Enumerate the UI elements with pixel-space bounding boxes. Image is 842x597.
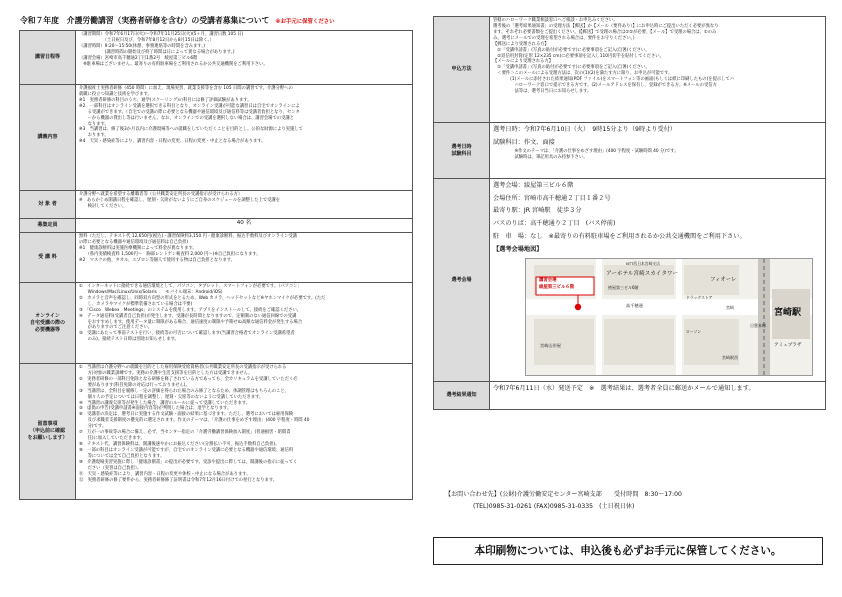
text-line: 【メールにより受理される方】 <box>493 59 554 65</box>
text-line: Windows/Mac/Linux/Unix/Solaris モバイル端末：Android/iOS) <box>79 289 223 295</box>
text-line: ③ 「Cisco Webex Meetings」のシステムを使用します。アプリをインストールして、接続をご確認ください。 <box>79 307 302 313</box>
text-line: ハローワーク窓口で提示できる方です。(2)メールアドレスを保有し、登録ができる方。※メールの受信方 <box>493 83 717 89</box>
section-row <box>20 233 413 283</box>
text-line: ※作文のテーマは、「介護の仕事をめざす理由」(400 字程度・試験時間 40 分)です。 <box>493 149 679 155</box>
text-line: 試験時は、筆記用具のみ持参下さい。 <box>493 155 588 161</box>
text-line: ださい（実習は自己負担）。 <box>79 465 142 471</box>
text-line: ーから機器の貸出し等は行いません。なお、オンラインでの受講を選択しない場合は、講習会場での受講と <box>79 115 294 121</box>
section-row <box>20 219 413 233</box>
venue-marker <box>575 304 581 310</box>
text-line: る受講ができます。（自宅での受講の際に必要となる機器や通信環境及び通信料等は受講者負担となり、センタ <box>79 109 300 115</box>
text-line: がありますのでご注意ください。 <box>79 325 153 331</box>
section-label: 申込方法 <box>434 17 490 123</box>
text-line: ※ あらかじめ開講日程を確認し、遅刻・欠席がないようにご自身のスケジュールを調整した上で受講を <box>79 197 280 203</box>
text-line: をおすすめします。使用データ量に制限がある場合、通信速度の制限や予期せぬ高額な通信料金が発生する場合 <box>79 319 303 325</box>
section-label: 対 象 者 <box>20 191 76 219</box>
section-row <box>20 364 413 500</box>
venue-map <box>525 258 813 376</box>
section-label: 募集定員 <box>20 219 76 233</box>
text-line: ① 当講習は介護分野への就職を目的とした雇用保険受給資格者(公共職業安定所長の受講指示が受けられる <box>79 365 287 370</box>
text-line: ④ 当講習の講義欠席等が発生した場合、講習のルールに従って受講していただきます。 <box>79 400 250 406</box>
left-info-table <box>19 30 413 500</box>
text-line: 【選考会場地図】 <box>493 245 543 253</box>
text-line: ④ データ通信料(受講者自己負担)が発生します。受講が長時間となりますので、定額制のない通信回線での受講 <box>79 313 297 319</box>
section-label: 選考会場 <box>434 179 490 382</box>
text-line: 管轄のハローワーク職業相談窓口へご相談・お申込みください。 <box>493 18 618 23</box>
section-row <box>20 191 413 219</box>
section-body <box>76 85 413 191</box>
text-line: 無料（ただし、テキスト代 12,650円(税込)・講習保険料3,150 円・健康診断料、振込手数料及びオンライン受講 <box>79 234 297 239</box>
text-line: 等については全て自己負担となります。 <box>79 453 165 459</box>
text-line: ※1 実務者研修の科目のうち、通学(スクーリング)の科目には修了評価試験があります。 <box>79 97 252 103</box>
text-line: 最寄り駅：JR 宮崎駅 徒歩３分 <box>493 207 582 215</box>
text-line: ⑪ 天災・感染症等により、講習内容・日程の変更や休校・中止になる場合があります。 <box>79 471 251 477</box>
text-line: 方)対象の職業訓練です。実務の介護や生活支援等を目的とした方は受講できません。 <box>79 370 253 376</box>
contact-info <box>445 489 825 512</box>
text-line: ※2 一部科目はオンライン受講を選択できる科目となり、オンライン受講が可能な講習日は自宅でオンラインによ <box>79 103 300 109</box>
text-line: 法等は、選考日当日にお知らせします。 <box>493 89 592 95</box>
text-line: 要があります(科目免除の対応は行っておりません)。 <box>79 382 190 388</box>
text-line: ①「受講申請書」(写真の貼付が必要です)に必要事項をご記入(自署)ください。 <box>493 65 650 71</box>
text-line: ①「受講申請書」(写真の貼付が必要です)に必要事項をご記入(自署)ください。 <box>493 47 650 53</box>
section-row <box>434 123 826 179</box>
text-line: ⑤ 受講にあたって事前テストを行い、接続等の可否について確認します(当講習合格者でオンライン受講希望者 <box>79 331 295 337</box>
text-line: の際に必要となる機器や通信環境及び通信料は自己負担) <box>79 239 189 245</box>
text-line: （講習会場）宮崎市高千穂通2丁目1番2号 綾屋第三ビル6階 <box>79 55 198 61</box>
text-line: 選考後の「選考結果通知書」の受理方法【郵送】か【メール（要件あり）】にお申込時にご提出いただく必要が異なり <box>493 23 719 29</box>
text-line: （県内実績検査料 1,500円～ 胸部レントゲン検査料 2,000 円～)※自己負担になります。 <box>79 251 261 257</box>
map-label: アミュプラザ <box>774 343 802 349</box>
section-label: 講義内容 <box>20 85 76 191</box>
section-row <box>20 283 413 364</box>
map-label: ドラッグストア <box>686 295 713 301</box>
text-line: ※1 健康診断料は実施医療機関によって料金が異なります。 <box>79 245 197 251</box>
text-line: ⑫ 実務者研修の修了要件から、実務者研修修了証明書は令和7年12月16日付けでの発行となります。 <box>79 477 278 483</box>
text-line: 駐 車 場：なし ※最寄りの有料駐車場をご利用されるか公共交通機関をご利用下さい。 <box>493 232 746 240</box>
text-line: 会場住所：宮崎市高千穂通２丁目１番２号 <box>493 194 611 202</box>
text-line: ＜要件＞このメールによる受理方法は、次の(1)(2)を満たす方に限り、お申込が可能です。 <box>493 71 673 77</box>
section-body <box>490 179 826 382</box>
map-label: NTT西日本宮崎支店 <box>626 261 660 267</box>
text-line: (講習時間の開始及び終了時間は日によって異なる場合があります。) <box>79 49 235 55</box>
text-line: バスのりば：高千穂通り２丁目 (バス停前) <box>493 220 616 228</box>
text-line: ⑨ 一部の科目はオンライン受講が可能ですが、自宅でのオンライン受講に必要となる機器や通信環境、通信料 <box>79 447 294 453</box>
text-line: ② カメラと音声を確認し、同時双方向型の形式をとるため、Web カメラ、ヘッドセットなど※ヤホンマイクが必要です。(ただ <box>79 295 326 301</box>
section-body <box>76 219 413 233</box>
section-row <box>20 85 413 191</box>
section-body <box>490 382 826 410</box>
section-body <box>490 17 826 123</box>
contact-line: 【お問い合わせ先】(公財)介護労働安定センター宮崎支部 受付時間 8:30～17:00 <box>445 491 682 498</box>
section-label: 選考日時 試験科目 <box>434 123 490 179</box>
section-body <box>76 31 413 85</box>
capacity-value: 40 名 <box>236 220 252 226</box>
map-label: アーホテル宮崎スカイタワー <box>606 271 679 278</box>
section-row <box>20 31 413 85</box>
section-body <box>76 233 413 283</box>
text-line: ③ 当講習は、全科目を履修し一定の評価を得られた場合のみ修了となるため、体調管理はもちろんのこと、 <box>79 388 289 394</box>
keep-notice-banner: 本印刷物については、申込後も必ずお手元に保管してください。 <box>433 537 823 565</box>
right-info-table <box>433 16 826 410</box>
text-line: ※駐車場はございません。最寄りの有料駐車場をご利用されるか公共交通機関をご利用下さい。 <box>79 61 268 67</box>
section-label: 留意事項 （申込前に確認 をお願いします） <box>20 364 76 500</box>
text-line: ※4 天災・感染症等により、講習内容・日程の変更、日程の変更・中止となる場合があります。 <box>79 139 266 145</box>
contact-phone: (TEL)0985-31-0261 (FAX)0985-31-0335 (土日祝日休) <box>473 502 635 510</box>
section-body <box>76 283 413 364</box>
text-line: 分)です。 <box>79 424 107 430</box>
text-line: し、カメラやマイクが標準装備されている場合は不要) <box>79 301 193 307</box>
text-line: (1)メールに添付された結果通知(PDF ファイル)をスマートフォン等の画面(もしくは紙に印刷したもの)を提示してハ <box>493 77 735 83</box>
document-title <box>20 16 335 27</box>
map-label: フィオーレ <box>710 277 737 284</box>
text-line: 任)に加入していただきます。 <box>79 436 145 442</box>
title-note: ※お手元に保管ください <box>275 19 335 25</box>
map-label: ローソン <box>686 329 702 335</box>
text-line: のみ)。接続テスト日時は別途お知らせします。 <box>79 337 179 343</box>
map-label: 高千穂通 <box>626 303 643 309</box>
section-label: 選考結果通知 <box>434 382 490 410</box>
text-line: ⑩ 介護現場実習実施に際し「健康診断書」の提出が必要です。受診や提出に際しては、開講後の指示に従ってく <box>79 459 298 465</box>
title-text: 令和７年度 介護労働講習（実務者研修を含む）の受講者募集について <box>20 16 270 25</box>
text-line: 及び求職者支援制度の優先的に選定されます。作文のテーマは、「介護の仕事をめざす理由」(400 字程度・時間 40 <box>79 418 310 424</box>
text-line: ※2 マスクの他、タオル、エプロン等個人で使用する物は自己負担となります。 <box>79 257 236 263</box>
section-row <box>434 179 826 382</box>
map-label: 宮崎駅西 <box>722 355 738 361</box>
map-callout-title: 講習会場 <box>539 278 557 284</box>
text-line: み。選考にメールでの受理を希望される場合は、要件をお守りください。) <box>493 35 635 41</box>
text-line: ⑦ 万が一の事故等の場合に備え、必ず、当センター指定の「介護労働講習保険加入制度」(普通損害・賠償責 <box>79 430 291 436</box>
section-label: 受 講 料 <box>20 233 76 283</box>
text-line: （講習時間）9:20～15:50(休憩、事務連絡等の時間を含みます。) <box>79 43 206 49</box>
text-line: 介護分野へ就業を希望する離職者等（公共職業安定所長の受講指示が受けられる方） <box>79 192 243 197</box>
text-line: ⑤ 虚偽の申告(受講申請書※面接内容等)が判明した場合は、退学となります。 <box>79 406 232 412</box>
text-line: 検討してください。 <box>79 203 127 209</box>
text-line: （講習期間）令和7年6月17日(火)～令和7年11月25日(火)(5ヶ月、講習日数 105 日) <box>79 32 244 37</box>
section-row <box>434 17 826 123</box>
map-callout-building: 綾屋第三ビル６階 <box>539 285 575 291</box>
text-line: 選考会場：綾屋第三ビル６階 <box>493 182 574 189</box>
text-line: ②返信用封筒(定形 12×235 cm)に必要事項を記入し110円切手を貼付してください。 <box>493 53 664 59</box>
map-label: 宮崎 <box>726 305 734 311</box>
section-label: 講習日程等 <box>20 31 76 85</box>
section-label: オンライン 自宅受講の際の 必要機器等 <box>20 283 76 364</box>
text-line: ます。それぞれ必要書類をご提出ください。(【郵送】で受理の場合は①②が必要、【メール】で受理の場合は、①のみ <box>493 29 717 35</box>
text-line: ② 実務者研修の一部科目免除となる研修を修了されている方であっても、全カリキュラムを受講していただく必 <box>79 376 298 382</box>
map-label: 綾屋第三ビル6階 <box>608 285 639 291</box>
section-row <box>434 382 826 410</box>
text-line: 試験科目：作文、面接 <box>493 138 555 146</box>
section-body <box>76 364 413 500</box>
section-body <box>76 191 413 219</box>
text-line: ⑧ テキスト代、講習保険料は、開講後速やかにお振込ください(分割払い不可、振込手数料自己負担)。 <box>79 441 280 447</box>
text-line: 個々人の予定については日程を調整し、遅刻・欠席等のないように受講していただきます。 <box>79 394 264 400</box>
text-line: おります。 <box>79 133 109 139</box>
text-line: 令和7年6月11日（水）発送予定 ※ 選考結果は、選考者全員に郵送かメールで通知します。 <box>493 385 755 393</box>
text-line: なります。 <box>79 121 109 127</box>
text-line: 就職に役立つ知識と技術を学びます。 <box>79 91 152 97</box>
map-label: 宮崎山形屋 <box>540 343 561 349</box>
map-label: 宮崎駅 <box>774 308 802 319</box>
text-line: （土日祝日及び、令和7年8月12日から8月15日は除く。） <box>79 37 214 43</box>
text-line: 介護福祉士実務者研修（450 時間）に加え、現場実習、就業支援等を含む 105 日間の講習です。介護分野への <box>79 86 293 91</box>
text-line: ① インターネットに接続できる通信環境として、パソコン、タブレット、スマートフォンが必要です。（パソコン: <box>79 284 299 289</box>
text-line: 【郵送により受理される方】 <box>493 41 549 47</box>
text-line: ⑥ 受講者の決定は、選考日に実施する作文試験・面接の結果に基づきます。ただし、選考においては雇用保険 <box>79 412 294 418</box>
text-line: ※3 当講習は、修了後3か月以内に介護現場等への就職をしていただくことを目的とし、公的な財源により実施して <box>79 127 303 133</box>
text-line: 選考日時：令和7年6月10日（火） 9時15分より（9時より受付） <box>493 126 677 133</box>
map-label: 日豊本線 <box>750 323 766 329</box>
section-body <box>490 123 826 179</box>
